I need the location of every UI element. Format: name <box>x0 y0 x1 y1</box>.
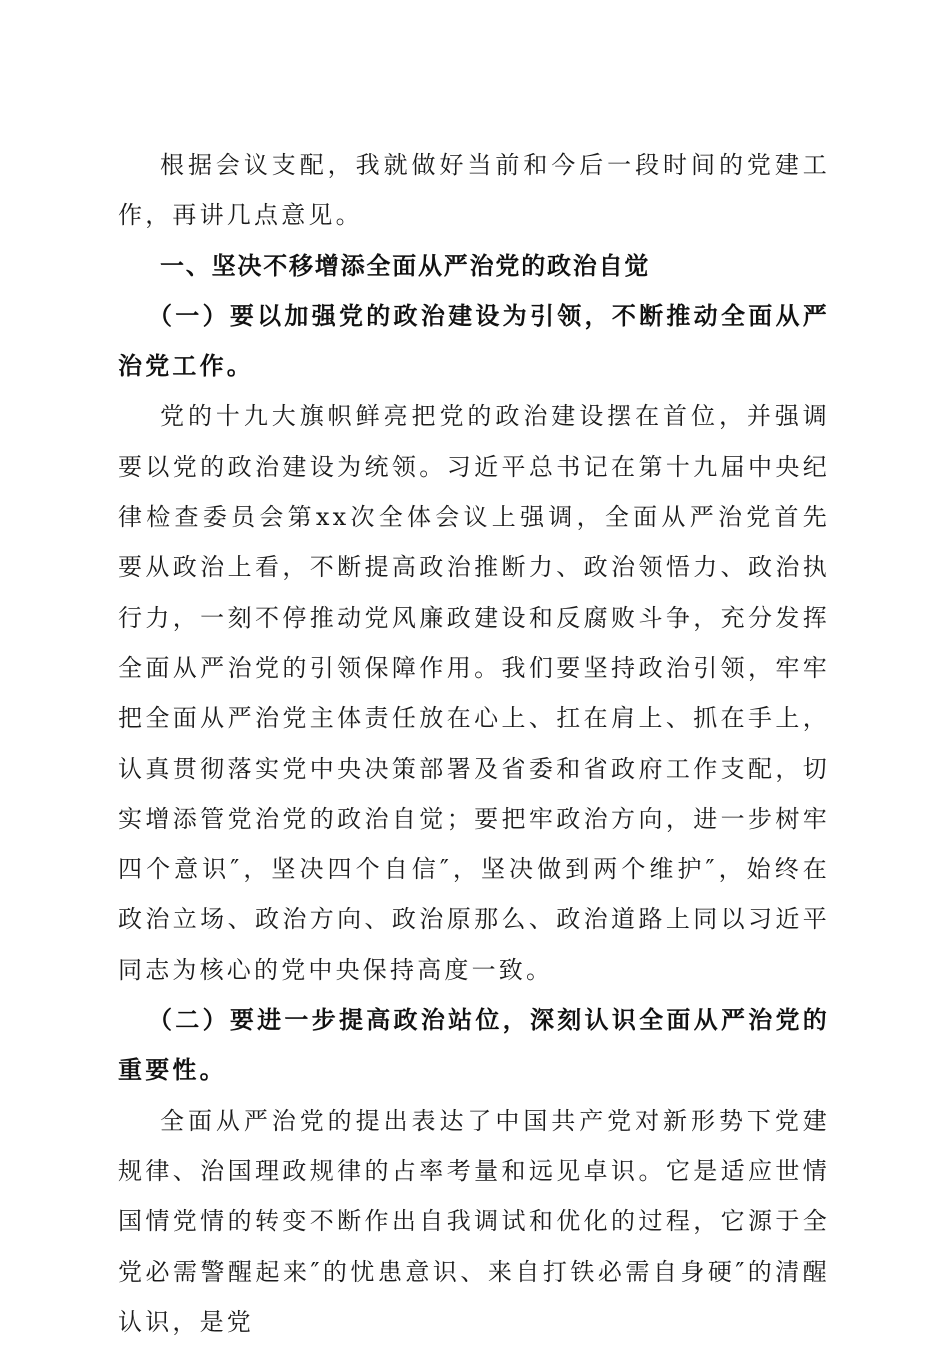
section-heading-1: 一、坚决不移增添全面从严治党的政治自觉 <box>160 251 651 280</box>
subsection-heading-2: （二）要进一步提高政治站位，深刻认识全面从严治党的重要性。 <box>118 1005 830 1085</box>
body-paragraph-2: 全面从严治党的提出表达了中国共产党对新形势下党建规律、治国理政规律的占率考量和远见卓识。它是适应世情国情党情的转变不断作出自我调试和优化的过程，它源于全党必需警醒起来″的忧患意识、来自打铁必需自身硬″的清醒认识，是党 <box>118 1106 830 1336</box>
subsection-heading-1: （一）要以加强党的政治建设为引领，不断推动全面从严治党工作。 <box>118 300 830 381</box>
body-paragraph-1: 党的十九大旗帜鲜亮把党的政治建设摆在首位，并强调要以党的政治建设为统领。习近平总书记在第十九届中央纪律检查委员会第xx次全体会议上强调，全面从严治党首先要从政治上看，不断提高政治推断力、政治领悟力、政治执行力，一刻不停推动党风廉政建设和反腐败斗争，充分发挥全面从严治党的引领保障作用。我们要坚持政治引领，牢牢把全面从严治党主体责任放在心上、扛在肩上、抓在手上，认真贯彻落实党中央决策部署及省委和省政府工作支配，切实增添管党治党的政治自觉；要把牢政治方向，进一步树牢四个意识″，坚决四个自信″，坚决做到两个维护″，始终在政治立场、政治方向、政治原那么、政治道路上同以习近平同志为核心的党中央保持高度一致。 <box>118 402 830 984</box>
document-body <box>118 140 830 1347</box>
intro-paragraph: 根据会议支配，我就做好当前和今后一段时间的党建工作，再讲几点意见。 <box>118 151 830 230</box>
